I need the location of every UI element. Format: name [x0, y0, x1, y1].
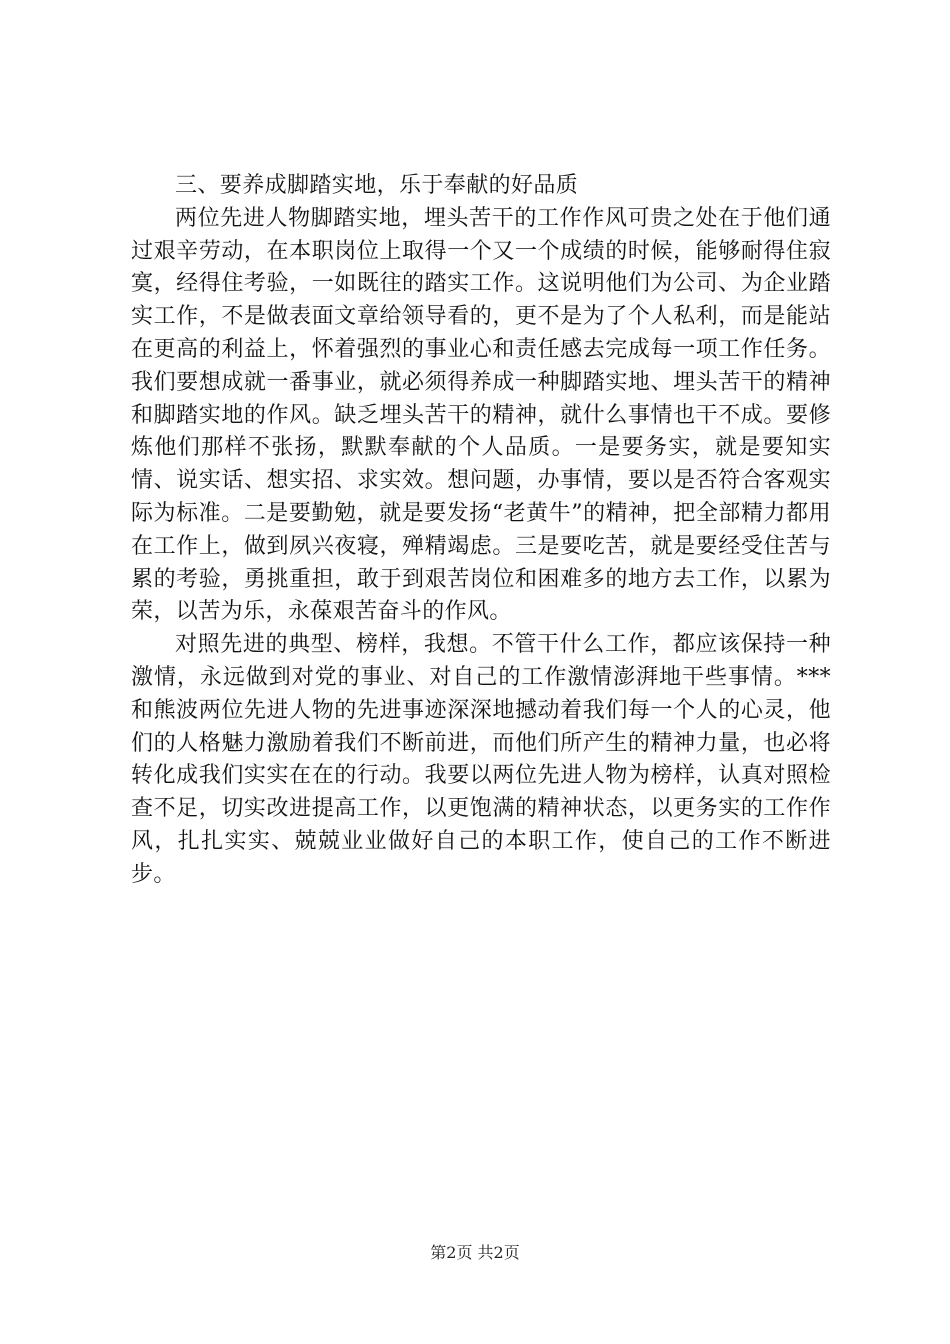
document-body	[131, 170, 831, 892]
paragraph-2: 对照先进的典型、榜样，我想。不管干什么工作，都应该保持一种激情，永远做到对党的事业、对自己的工作激情澎湃地干些事情。***和熊波两位先进人物的先进事迹深深地撼动着我们每一个人的心灵，他们的人格魅力激励着我们不断前进，而他们所产生的精神力量，也必将转化成我们实实在在的行动。我要以两位先进人物为榜样，认真对照检查不足，切实改进提高工作，以更饱满的精神状态，以更务实的工作作风，扎扎实实、兢兢业业做好自己的本职工作，使自己的工作不断进步。	[131, 632, 831, 887]
section-heading: 三、要养成脚踏实地，乐于奉献的好品质	[175, 173, 579, 198]
page-number-footer: 第2页 共2页	[430, 1243, 520, 1262]
paragraph-1: 两位先进人物脚踏实地，埋头苦干的工作作风可贵之处在于他们通过艰辛劳动，在本职岗位上取得一个又一个成绩的时候，能够耐得住寂寞，经得住考验，一如既往的踏实工作。这说明他们为公司、为企业踏实工作，不是做表面文章给领导看的，更不是为了个人私利，而是能站在更高的利益上，怀着强烈的事业心和责任感去完成每一项工作任务。我们要想成就一番事业，就必须得养成一种脚踏实地、埋头苦干的精神和脚踏实地的作风。缺乏埋头苦干的精神，就什么事情也干不成。要修炼他们那样不张扬，默默奉献的个人品质。一是要务实，就是要知实情、说实话、想实招、求实效。想问题，办事情，要以是否符合客观实际为标准。二是要勤勉，就是要发扬“老黄牛”的精神，把全部精力都用在工作上，做到夙兴夜寝，殚精竭虑。三是要吃苦，就是要经受住苦与累的考验，勇挑重担，敢于到艰苦岗位和困难多的地方去工作，以累为荣，以苦为乐，永葆艰苦奋斗的作风。	[131, 205, 831, 625]
